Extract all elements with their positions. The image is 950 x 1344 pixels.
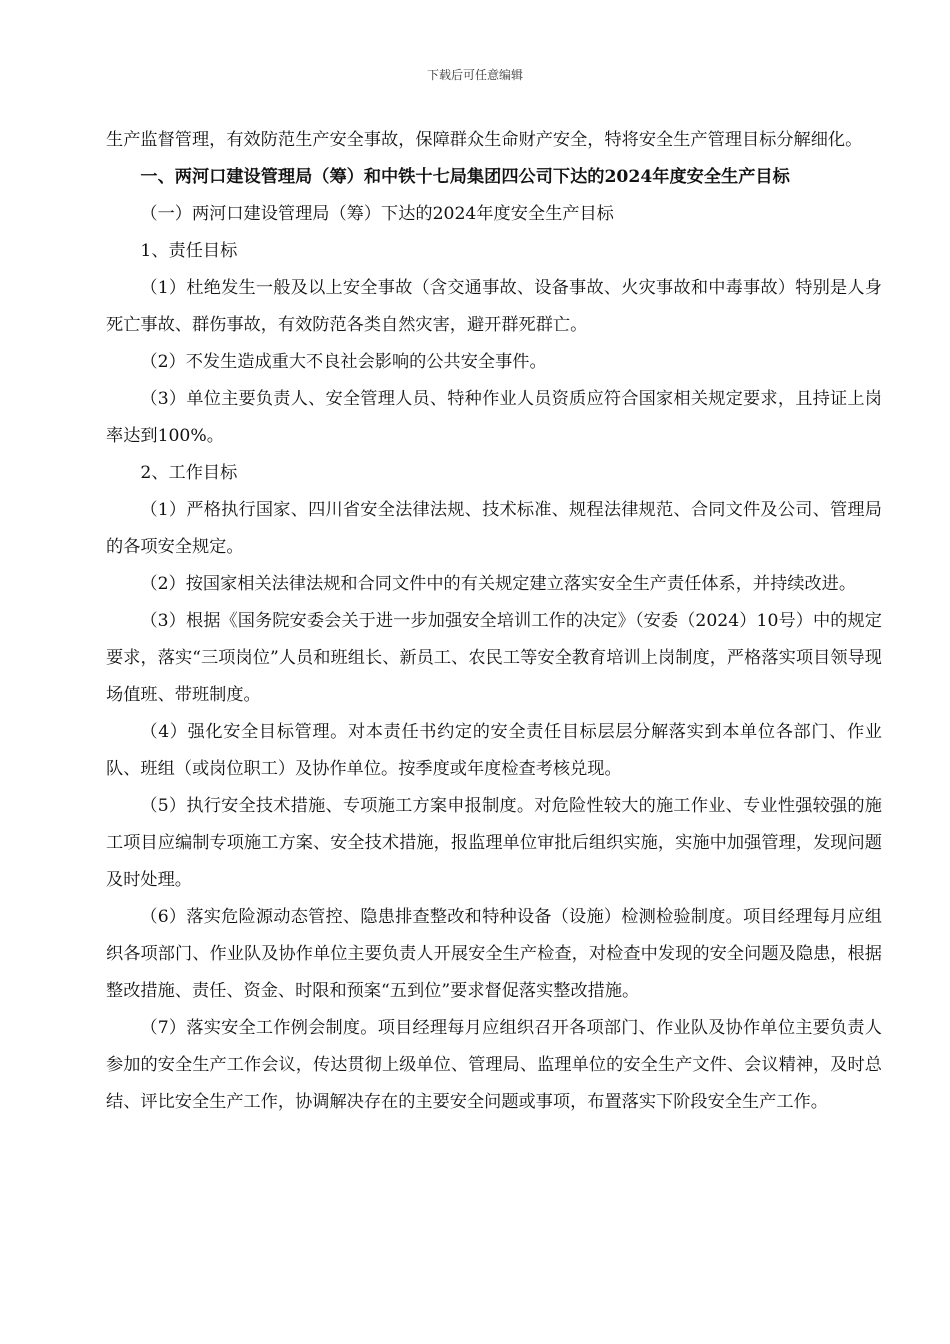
section-heading-1: 一、两河口建设管理局（筹）和中铁十七局集团四公司下达的2024年度安全生产目标 bbox=[140, 167, 790, 187]
paragraph-work-6: （6）落实危险源动态管控、隐患排查整改和特种设备（设施）检测检验制度。项目经理每月应组织各项部门、作业队及协作单位主要负责人开展安全生产检查，对检查中发现的安全问题及隐患，根据整改措施、责任、资金、时限和预案“五到位”要求督促落实整改措施。 bbox=[106, 907, 882, 1001]
paragraph-work-7: （7）落实安全工作例会制度。项目经理每月应组织召开各项部门、作业队及协作单位主要负责人参加的安全生产工作会议，传达贯彻上级单位、管理局、监理单位的安全生产文件、会议精神，及时总结、评比安全生产工作，协调解决存在的主要安全问题或事项，布置落实下阶段安全生产工作。 bbox=[106, 1018, 882, 1112]
paragraph-work-5: （5）执行安全技术措施、专项施工方案申报制度。对危险性较大的施工作业、专业性强较强的施工项目应编制专项施工方案、安全技术措施，报监理单位审批后组织实施，实施中加强管理，发现问题及时处理。 bbox=[106, 796, 882, 890]
paragraph-work-3: （3）根据《国务院安委会关于进一步加强安全培训工作的决定》（安委（2024）10号）中的规定要求，落实“三项岗位”人员和班组长、新员工、农民工等安全教育培训上岗制度，严格落实项目领导现场值班、带班制度。 bbox=[106, 611, 882, 705]
paragraph-continuation: 生产监督管理，有效防范生产安全事故，保障群众生命财产安全，特将安全生产管理目标分解细化。 bbox=[106, 130, 863, 150]
page-header-note: 下载后可任意编辑 bbox=[426, 68, 523, 82]
paragraph-responsibility-3: （3）单位主要负责人、安全管理人员、特种作业人员资质应符合国家相关规定要求，且持证上岗率达到100%。 bbox=[106, 389, 882, 446]
paragraph-work-2: （2）按国家相关法律法规和合同文件中的有关规定建立落实安全生产责任体系，并持续改进。 bbox=[140, 574, 857, 594]
item-heading-work-goals: 2、工作目标 bbox=[140, 463, 238, 483]
item-heading-responsibility-goals: 1、责任目标 bbox=[140, 241, 238, 261]
paragraph-work-1: （1）严格执行国家、四川省安全法律法规、技术标准、规程法律规范、合同文件及公司、管理局的各项安全规定。 bbox=[106, 500, 882, 557]
paragraph-responsibility-2: （2）不发生造成重大不良社会影响的公共安全事件。 bbox=[140, 352, 547, 372]
paragraph-work-4: （4）强化安全目标管理。对本责任书约定的安全责任目标层层分解落实到本单位各部门、作业队、班组（或岗位职工）及协作单位。按季度或年度检查考核兑现。 bbox=[106, 722, 882, 779]
paragraph-responsibility-1: （1）杜绝发生一般及以上安全事故（含交通事故、设备事故、火灾事故和中毒事故）特别是人身死亡事故、群伤事故，有效防范各类自然灾害，避开群死群亡。 bbox=[106, 278, 882, 335]
subsection-heading: （一）两河口建设管理局（筹）下达的2024年度安全生产目标 bbox=[140, 204, 614, 224]
document-body bbox=[106, 122, 882, 1121]
